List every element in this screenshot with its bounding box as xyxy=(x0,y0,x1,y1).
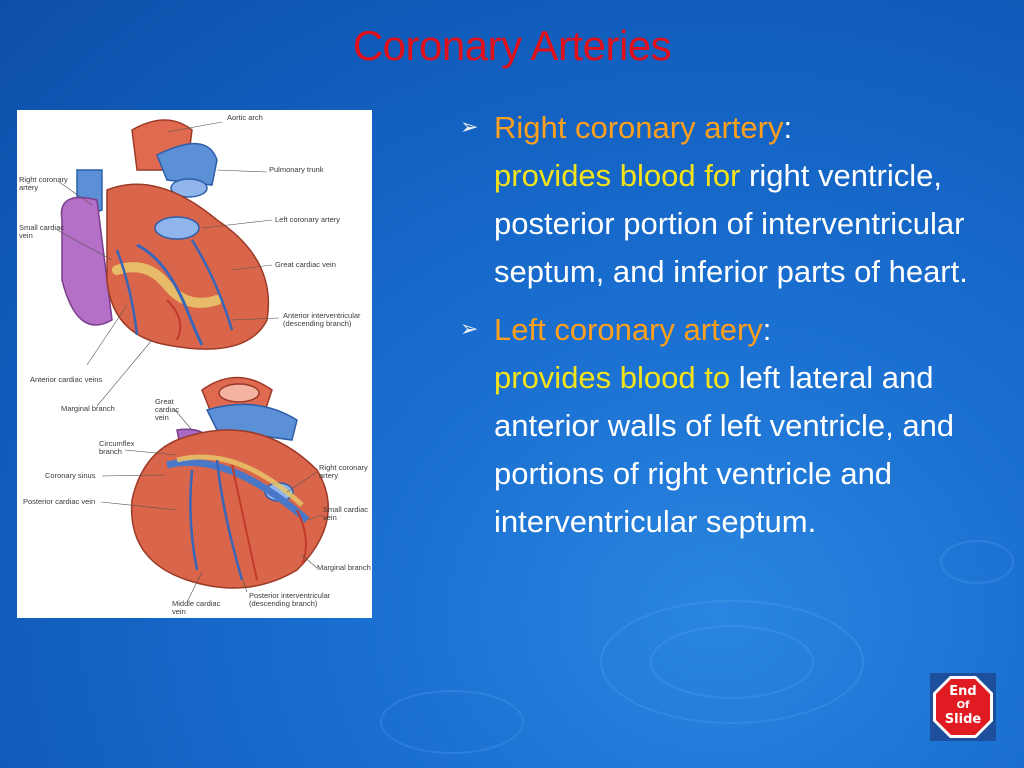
of-label: Of xyxy=(956,700,970,711)
label-anterior-cardiac-veins: Anterior cardiac veins xyxy=(30,375,103,384)
arrow-bullet-icon: ➢ xyxy=(460,114,479,139)
ripple-decoration xyxy=(650,625,814,699)
slide-title: Coronary Arteries xyxy=(352,22,672,69)
label-marginal-branch-top: Marginal branch xyxy=(61,404,115,413)
label-coronary-sinus: Coronary sinus xyxy=(45,471,96,480)
label-right-coronary-artery-bottom: Right coronary artery xyxy=(319,463,368,480)
label-right-coronary-artery-top: Right coronary artery xyxy=(19,175,68,192)
label-circumflex-branch: Circumflex branch xyxy=(99,439,135,456)
bullet-description: left lateral and anterior walls of left ventricle, and portions of right ventricle and interventricular septum. xyxy=(494,360,955,539)
label-small-cardiac-vein-bottom: Small cardiac vein xyxy=(323,505,369,522)
label-posterior-interventricular: Posterior interventricular (descending branch) xyxy=(249,591,331,608)
label-great-cardiac-vein-bottom: Great cardiac vein xyxy=(155,397,180,422)
arrow-bullet-icon: ➢ xyxy=(460,316,479,341)
bullet-list xyxy=(455,104,1005,556)
ripple-decoration xyxy=(380,690,524,754)
bullet-phrase: provides blood for xyxy=(494,158,741,193)
label-posterior-cardiac-vein: Posterior cardiac vein xyxy=(23,497,96,506)
bullet-text xyxy=(494,306,1005,546)
end-label: End xyxy=(949,684,977,699)
bullet-colon: : xyxy=(762,312,772,347)
label-anterior-interventricular: Anterior interventricular (descending branch) xyxy=(283,311,361,328)
label-great-cardiac-vein-top: Great cardiac vein xyxy=(275,260,336,269)
bullet-description: right ventricle, posterior portion of interventricular septum, and inferior parts of heart. xyxy=(494,158,968,289)
label-marginal-branch-bottom: Marginal branch xyxy=(317,563,371,572)
label-small-cardiac-vein-top: Small cardiac vein xyxy=(19,223,65,240)
anterior-heart xyxy=(61,120,268,349)
bullet-colon: : xyxy=(783,110,793,145)
bullet-item-left-coronary xyxy=(455,306,1005,546)
label-left-coronary-artery: Left coronary artery xyxy=(275,215,341,224)
slide-label: Slide xyxy=(944,712,982,727)
label-pulmonary-trunk: Pulmonary trunk xyxy=(269,165,324,174)
bullet-text xyxy=(494,104,1005,296)
ripple-decoration xyxy=(600,600,864,724)
bullet-term: Right coronary artery xyxy=(494,110,784,145)
heart-illustration xyxy=(17,110,372,618)
bullet-phrase: provides blood to xyxy=(494,360,731,395)
heart-diagram xyxy=(17,110,372,618)
label-aortic-arch: Aortic arch xyxy=(227,113,263,122)
bullet-item-right-coronary xyxy=(455,104,1005,296)
end-of-slide-button[interactable] xyxy=(930,673,996,741)
bullet-term: Left coronary artery xyxy=(494,312,763,347)
label-middle-cardiac-vein: Middle cardiac vein xyxy=(172,599,221,616)
